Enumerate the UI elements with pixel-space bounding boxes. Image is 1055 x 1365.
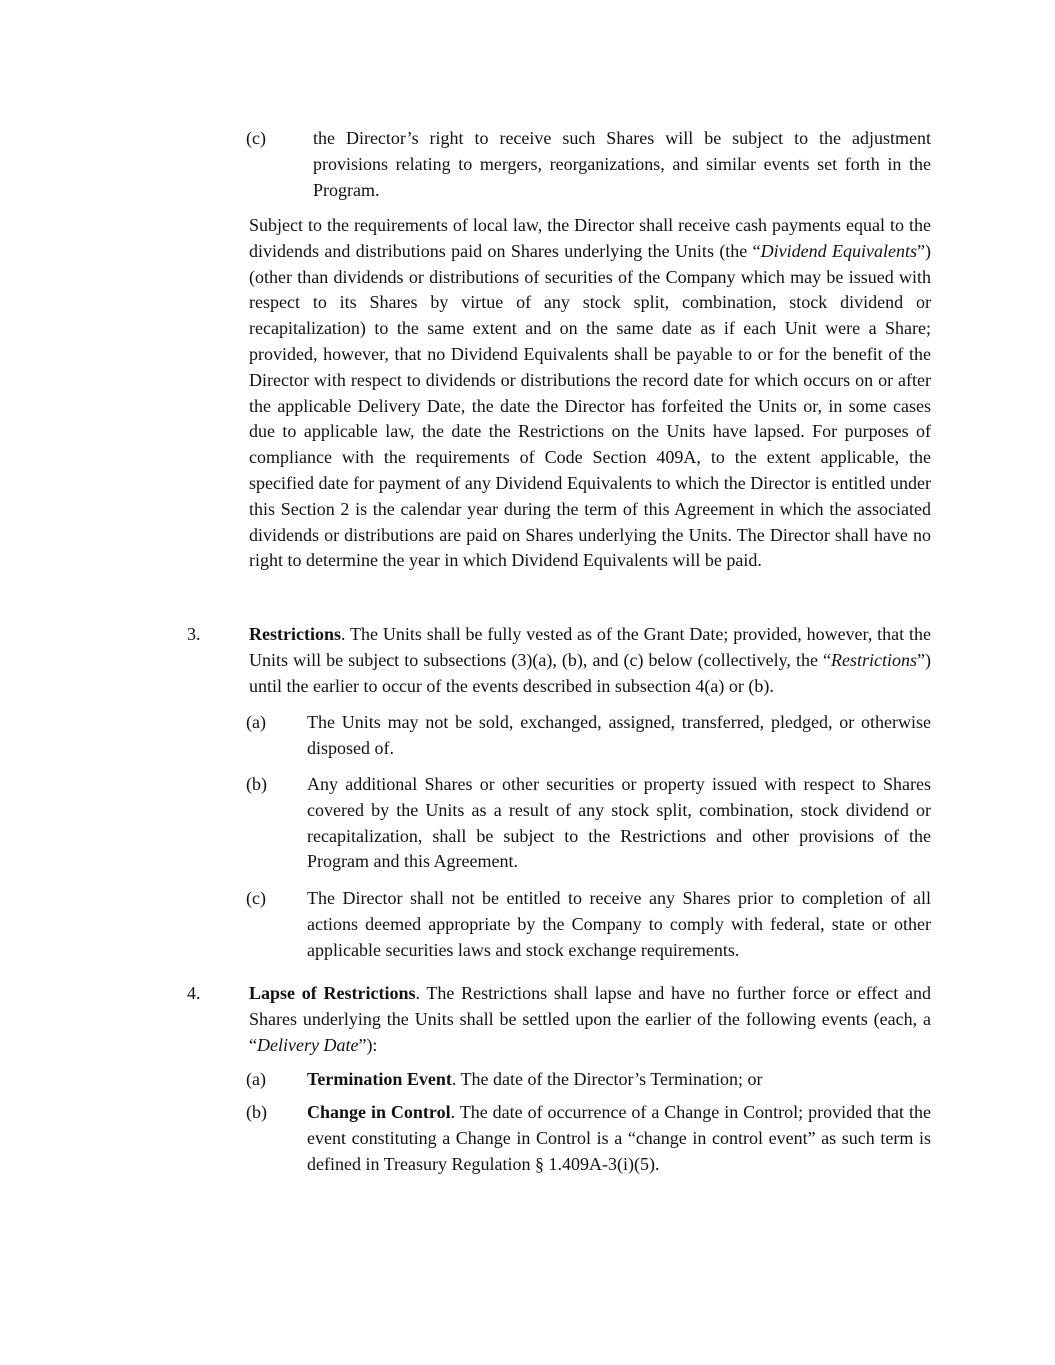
defined-term: Delivery Date	[257, 1034, 359, 1055]
item-marker: (c)	[246, 128, 266, 148]
section-heading: Lapse of Restrictions	[249, 983, 416, 1003]
section-number: 3.	[187, 624, 201, 644]
item-body: . The date of occurrence of a Change in Control; provided that the event constituting a Change in Control is a “change in control event” as such term is defined in Treasury Regulation § 1.409A-3(i)(5).	[307, 1102, 931, 1174]
paragraph-text: ”) (other than dividends or distributions of securities of the Company which may be issued with respect to its Shares by virtue of any stock split, combination, stock dividend or recapitalization) to the same extent and on the same date as if each Unit were a Share; provided, however, that no Dividend Equivalents shall be payable to or for the benefit of the Director with respect to dividends or distributions the record date for which occurs on or after the applicable Delivery Date, the date the Director has forfeited the Units or, in some cases due to applicable law, the date the Restrictions on the Units have lapsed. For purposes of compliance with the requirements of Code Section 409A, to the extent applicable, the specified date for payment of any Dividend Equivalents to which the Director is entitled under this Section 2 is the calendar year during the term of this Agreement in which the associated dividends or distributions are paid on Shares underlying the Units. The Director shall have no right to determine the year in which Dividend Equivalents will be paid.	[249, 240, 931, 571]
item-marker: (c)	[246, 888, 266, 908]
section-text: . The Restrictions shall lapse and have no further force or effect and Shares underlying the Units shall be settled upon the earlier of the following events (each, a “	[249, 983, 932, 1055]
paragraph-text: Subject to the requirements of local law, the Director shall receive cash payments equal to the dividends and distributions paid on Shares underlying the Units (the “	[249, 215, 931, 261]
dividend-equivalents-paragraph	[249, 213, 931, 574]
item-text: The Units may not be sold, exchanged, assigned, transferred, pledged, or otherwise disposed of.	[307, 712, 931, 758]
section-text: ”):	[358, 1034, 378, 1055]
item-text	[307, 1100, 931, 1177]
item-text: The Director shall not be entitled to receive any Shares prior to completion of all actions deemed appropriate by the Company to comply with federal, state or other applicable securities laws and stock exchange requirements.	[307, 888, 931, 960]
item-heading: Termination Event	[307, 1069, 452, 1089]
defined-term: Restrictions	[831, 649, 918, 670]
section-text: ”) until the earlier to occur of the events described in subsection 4(a) or (b).	[249, 649, 931, 696]
item-heading: Change in Control	[307, 1102, 451, 1122]
item-marker: (b)	[246, 774, 267, 794]
item-text: Any additional Shares or other securities or property issued with respect to Shares covered by the Units as a result of any stock split, combination, stock dividend or recapitalization, shall be subject to the Restrictions and other provisions of the Program and this Agreement.	[307, 774, 931, 872]
section-number: 4.	[187, 983, 201, 1003]
section-text: . The Units shall be fully vested as of the Grant Date; provided, however, that the Units will be subject to subsections (3)(a), (b), and (c) below (collectively, the “	[249, 624, 931, 670]
section-3-text	[249, 622, 931, 699]
item-text	[307, 1067, 931, 1093]
item-marker: (a)	[246, 1069, 266, 1089]
item-body: . The date of the Director’s Termination; or	[451, 1069, 763, 1089]
item-marker: (a)	[246, 712, 266, 732]
item-marker: (b)	[246, 1102, 267, 1122]
section-4-text	[249, 981, 931, 1058]
item-text: the Director’s right to receive such Shares will be subject to the adjustment provisions relating to mergers, reorganizations, and similar events set forth in the Program.	[313, 128, 931, 200]
defined-term: Dividend Equivalents	[760, 240, 918, 261]
section-heading: Restrictions	[249, 624, 341, 644]
